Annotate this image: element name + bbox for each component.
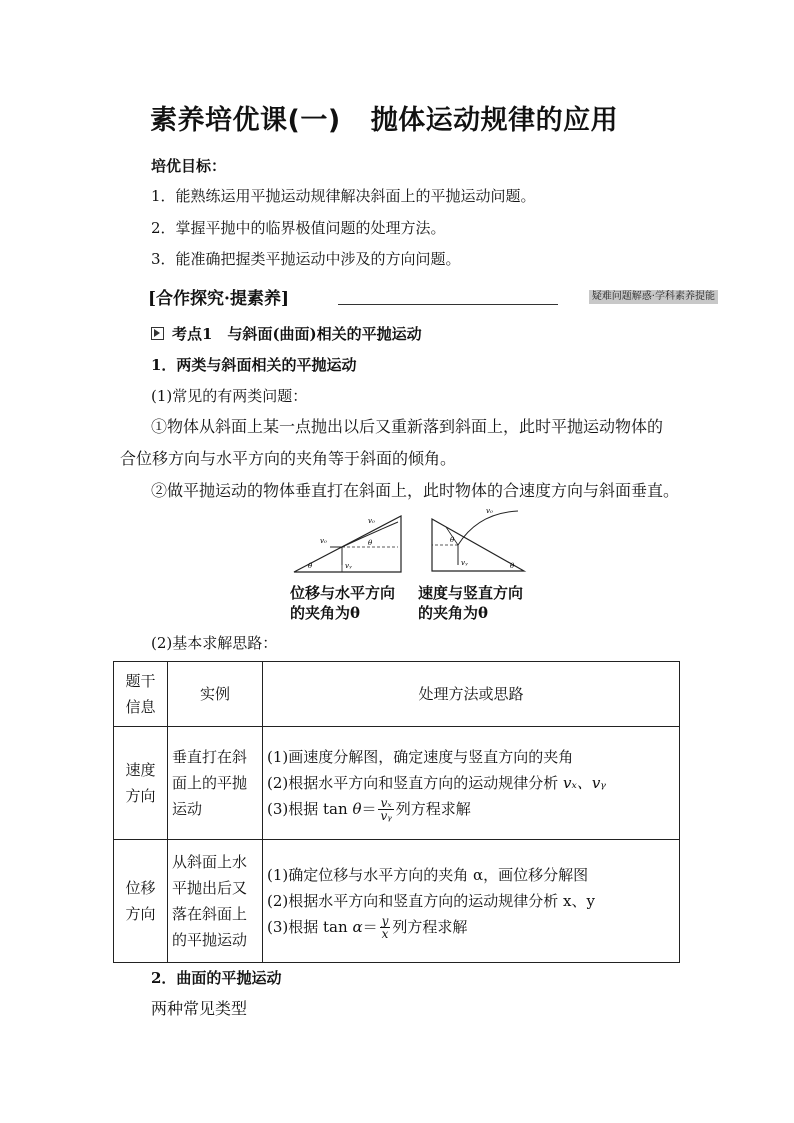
header-method: 处理方法或思路: [263, 662, 680, 727]
goal-item-3: 3．能准确把握类平抛运动中涉及的方向问题。: [151, 250, 461, 268]
row2-step3-eq: ＝: [362, 917, 378, 936]
subsection-1: 1．两类与斜面相关的平抛运动: [151, 356, 357, 374]
row2-step3-symbol: α: [352, 917, 363, 936]
header-info-line2: 信息: [125, 698, 156, 716]
row1-step2-text: (2)根据水平方向和竖直方向的运动规律分析: [267, 773, 559, 792]
title-part2: 抛体运动规律的应用: [370, 105, 619, 136]
paragraph-1-line1: ①物体从斜面上某一点抛出以后又重新落到斜面上，此时平抛运动物体的: [151, 417, 664, 436]
row2-example-line2: 平抛出后又: [172, 879, 248, 897]
row2-info-line1: 位移: [125, 879, 156, 897]
row1-step3-symbol: θ: [352, 799, 362, 818]
paragraph-2: ②做平抛运动的物体垂直打在斜面上，此时物体的合速度方向与斜面垂直。: [151, 481, 680, 500]
row2-fraction-numerator: y: [381, 914, 389, 929]
row2-fraction: [380, 915, 391, 940]
row1-step3-pre: (3)根据 tan: [267, 799, 348, 818]
row1-example-line3: 运动: [172, 800, 203, 818]
row2-info: [114, 840, 168, 963]
table-row: [114, 840, 680, 963]
fig2-vy-label: vᵧ: [461, 559, 468, 567]
row2-method: [263, 840, 680, 963]
fig1-theta-label-2: θ: [368, 539, 373, 547]
row2-fraction-denominator: x: [381, 927, 389, 942]
subsection-2: 2．曲面的平抛运动: [151, 969, 282, 987]
subsection-1-2: (2)基本求解思路：: [151, 634, 278, 652]
row1-fraction-denominator: vᵧ: [380, 809, 392, 824]
fig2-v0-label: v₀: [486, 507, 493, 515]
fig2-caption-line1: 速度与竖直方向: [418, 584, 524, 602]
row1-example-line2: 面上的平抛: [172, 774, 248, 792]
table-row: [114, 727, 680, 840]
solution-method-table: [113, 661, 680, 963]
title-part1: 素养培优课(一): [150, 105, 341, 136]
fig1-caption-line1: 位移与水平方向: [290, 584, 396, 602]
fig2-theta-label-2: θ: [510, 562, 515, 570]
page-title: [150, 98, 618, 137]
row2-example-line4: 的平抛运动: [172, 931, 248, 949]
fig1-caption-line2: 的夹角为θ: [290, 604, 361, 622]
row2-method-step2: (2)根据水平方向和竖直方向的运动规律分析 x、y: [267, 891, 595, 910]
row2-example-line1: 从斜面上水: [172, 853, 248, 871]
row1-fraction-numerator: vₓ: [378, 797, 393, 810]
header-info: [114, 662, 168, 727]
row1-method: [263, 727, 680, 840]
row1-info-line2: 方向: [125, 787, 156, 805]
row1-step2-vars: vₓ、vᵧ: [563, 773, 606, 792]
topic-heading-text: 考点1 与斜面(曲面)相关的平抛运动: [172, 325, 422, 343]
figure-displacement-diagram: [290, 510, 405, 578]
row1-step3-post: 列方程求解: [395, 799, 471, 818]
row2-example: [168, 840, 263, 963]
row1-info: [114, 727, 168, 840]
row1-method-step1: (1)画速度分解图，确定速度与竖直方向的夹角: [267, 747, 574, 766]
paragraph-1-line2: 合位移方向与水平方向的夹角等于斜面的倾角。: [120, 449, 457, 468]
row2-method-step1: (1)确定位移与水平方向的夹角 α，画位移分解图: [267, 865, 589, 884]
row2-info-line2: 方向: [125, 905, 156, 923]
topic-heading: [151, 323, 422, 344]
triangle-bullet-icon: [151, 327, 164, 340]
row2-method-step3: [267, 914, 675, 941]
fig1-v0-top-label: v₀: [368, 517, 375, 525]
fig2-theta-label: θ: [450, 536, 455, 544]
header-example: 实例: [168, 662, 263, 727]
subsection-1-1: (1)常见的有两类问题：: [151, 387, 308, 405]
figure-velocity-diagram: [428, 505, 528, 579]
subsection-2-text: 两种常见类型: [151, 999, 248, 1018]
header-info-line1: 题干: [125, 672, 156, 690]
row1-method-step2: [267, 770, 675, 796]
fig2-caption-line2: 的夹角为θ: [418, 604, 489, 622]
section-tag: 疑难问题解惑·学科素养提能: [589, 290, 718, 304]
row1-info-line1: 速度: [125, 761, 156, 779]
row1-fraction: [378, 797, 393, 822]
row1-step3-eq: ＝: [361, 799, 377, 818]
trajectory-curve-2: [458, 511, 518, 545]
goals-heading: 培优目标：: [151, 157, 227, 175]
fig1-vy-label: vᵧ: [345, 562, 352, 570]
row1-method-step3: [267, 796, 675, 823]
fig1-theta-label: θ: [308, 562, 313, 570]
row1-example: [168, 727, 263, 840]
goal-item-1: 1．能熟练运用平抛运动规律解决斜面上的平抛运动问题。: [151, 187, 536, 205]
section-header: [148, 284, 718, 309]
section-divider: [338, 304, 558, 305]
goal-item-2: 2．掌握平抛中的临界极值问题的处理方法。: [151, 219, 446, 237]
row2-example-line3: 落在斜面上: [172, 905, 248, 923]
table-header-row: [114, 662, 680, 727]
fig1-v0-label: v₀: [320, 537, 327, 545]
row2-step3-pre: (3)根据 tan: [267, 917, 348, 936]
row2-step3-post: 列方程求解: [392, 917, 468, 936]
section-label: [合作探究·提素养]: [148, 289, 290, 309]
row1-example-line1: 垂直打在斜: [172, 748, 248, 766]
